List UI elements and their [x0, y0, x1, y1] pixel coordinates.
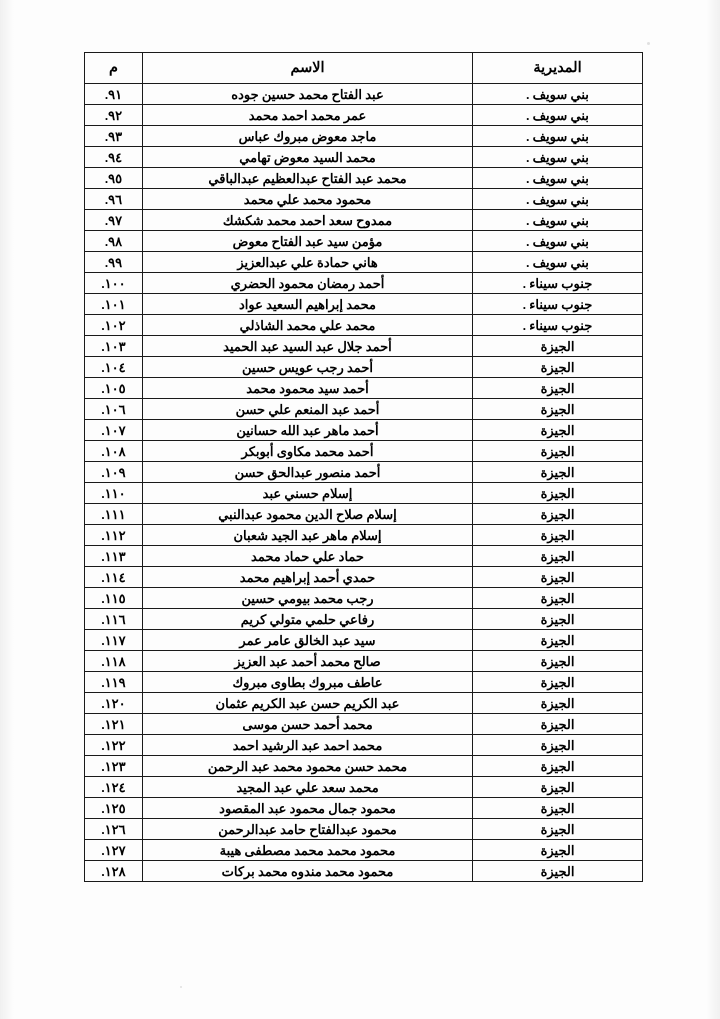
cell-number: ١١٢. [85, 525, 143, 546]
cell-name: إسلام ماهر عبد الجيد شعبان [143, 525, 473, 546]
cell-name: محمود محمد علي محمد [143, 189, 473, 210]
page-edge-shadow-right [706, 0, 720, 1019]
table-row [85, 147, 643, 168]
cell-name: محمد عبد الفتاح عبدالعظيم عبدالباقي [143, 168, 473, 189]
cell-directorate: بني سويف . [473, 126, 643, 147]
cell-number: ٩٧. [85, 210, 143, 231]
cell-directorate: الجيزة [473, 525, 643, 546]
table-row [85, 315, 643, 336]
cell-directorate: بني سويف . [473, 252, 643, 273]
table-row [85, 546, 643, 567]
table-body [85, 84, 643, 882]
cell-directorate: الجيزة [473, 609, 643, 630]
table-row [85, 189, 643, 210]
cell-directorate: بني سويف . [473, 84, 643, 105]
cell-name: أحمد منصور عبدالحق حسن [143, 462, 473, 483]
cell-number: ١١٨. [85, 651, 143, 672]
cell-number: ٩٨. [85, 231, 143, 252]
table-row [85, 126, 643, 147]
table-row [85, 840, 643, 861]
cell-name: رفاعي حلمي متولي كريم [143, 609, 473, 630]
cell-directorate: الجيزة [473, 735, 643, 756]
cell-number: ٩٣. [85, 126, 143, 147]
cell-directorate: بني سويف . [473, 168, 643, 189]
cell-name: مؤمن سيد عبد الفتاح معوض [143, 231, 473, 252]
cell-number: ١١٩. [85, 672, 143, 693]
cell-directorate: الجيزة [473, 588, 643, 609]
cell-number: ١٠٦. [85, 399, 143, 420]
cell-number: ١٢٦. [85, 819, 143, 840]
cell-number: ١٢٧. [85, 840, 143, 861]
table-row [85, 588, 643, 609]
column-header-number: م [85, 53, 143, 84]
cell-name: محمود عبدالفتاح حامد عبدالرحمن [143, 819, 473, 840]
cell-directorate: الجيزة [473, 441, 643, 462]
cell-number: ١٠٠. [85, 273, 143, 294]
cell-name: محمود محمد مندوه محمد بركات [143, 861, 473, 882]
cell-directorate: بني سويف . [473, 147, 643, 168]
cell-directorate: جنوب سيناء . [473, 315, 643, 336]
cell-name: ماجد معوض مبروك عباس [143, 126, 473, 147]
cell-directorate: الجيزة [473, 567, 643, 588]
cell-name: أحمد رجب عويس حسين [143, 357, 473, 378]
table-row [85, 462, 643, 483]
cell-number: ٩٥. [85, 168, 143, 189]
cell-name: حمدي أحمد إبراهيم محمد [143, 567, 473, 588]
cell-directorate: الجيزة [473, 861, 643, 882]
table-row [85, 504, 643, 525]
cell-directorate: الجيزة [473, 378, 643, 399]
cell-directorate: الجيزة [473, 462, 643, 483]
cell-name: أحمد محمد مكاوى أبوبكر [143, 441, 473, 462]
names-table-container [85, 52, 643, 882]
cell-number: ٩٤. [85, 147, 143, 168]
cell-number: ١٠٥. [85, 378, 143, 399]
cell-name: أحمد عبد المنعم علي حسن [143, 399, 473, 420]
cell-directorate: الجيزة [473, 483, 643, 504]
cell-number: ١٠٩. [85, 462, 143, 483]
cell-number: ١٠٤. [85, 357, 143, 378]
cell-name: صالح محمد أحمد عبد العزيز [143, 651, 473, 672]
table-row [85, 399, 643, 420]
table-row [85, 819, 643, 840]
table-row [85, 336, 643, 357]
cell-name: إسلام حسني عبد [143, 483, 473, 504]
cell-number: ١٢٤. [85, 777, 143, 798]
cell-directorate: الجيزة [473, 840, 643, 861]
cell-name: محمود جمال محمود عبد المقصود [143, 798, 473, 819]
cell-number: ١١٧. [85, 630, 143, 651]
cell-number: ١١٣. [85, 546, 143, 567]
cell-name: إسلام صلاح الدين محمود عبدالنبي [143, 504, 473, 525]
cell-name: محمد السيد معوض تهامي [143, 147, 473, 168]
cell-number: ١١١. [85, 504, 143, 525]
cell-name: حماد علي حماد محمد [143, 546, 473, 567]
cell-name: محمد احمد عبد الرشيد احمد [143, 735, 473, 756]
table-row [85, 714, 643, 735]
cell-number: ١٠٢. [85, 315, 143, 336]
cell-name: أحمد رمضان محمود الحضري [143, 273, 473, 294]
cell-number: ١٢٣. [85, 756, 143, 777]
scan-speck [180, 986, 182, 988]
cell-number: ٩٢. [85, 105, 143, 126]
cell-name: أحمد سيد محمود محمد [143, 378, 473, 399]
table-row [85, 84, 643, 105]
table-row [85, 672, 643, 693]
cell-directorate: الجيزة [473, 714, 643, 735]
table-row [85, 651, 643, 672]
table-header [85, 53, 643, 84]
cell-number: ١٢٥. [85, 798, 143, 819]
cell-directorate: الجيزة [473, 693, 643, 714]
table-row [85, 483, 643, 504]
table-row [85, 420, 643, 441]
table-row [85, 609, 643, 630]
cell-name: محمد إبراهيم السعيد عواد [143, 294, 473, 315]
table-row [85, 357, 643, 378]
table-row [85, 861, 643, 882]
cell-name: أحمد ماهر عبد الله حسانين [143, 420, 473, 441]
cell-directorate: الجيزة [473, 777, 643, 798]
cell-name: عاطف مبروك بطاوى مبروك [143, 672, 473, 693]
cell-directorate: الجيزة [473, 504, 643, 525]
cell-directorate: الجيزة [473, 798, 643, 819]
cell-name: محمد سعد علي عبد المجيد [143, 777, 473, 798]
table-row [85, 210, 643, 231]
cell-directorate: الجيزة [473, 336, 643, 357]
cell-directorate: الجيزة [473, 546, 643, 567]
cell-number: ١٢٢. [85, 735, 143, 756]
scan-speck [647, 42, 650, 45]
cell-directorate: جنوب سيناء . [473, 294, 643, 315]
cell-directorate: بني سويف . [473, 210, 643, 231]
cell-number: ١٠٣. [85, 336, 143, 357]
cell-number: ١٢١. [85, 714, 143, 735]
cell-number: ١١٦. [85, 609, 143, 630]
table-row [85, 273, 643, 294]
table-row [85, 777, 643, 798]
names-table [84, 52, 643, 882]
table-row [85, 630, 643, 651]
column-header-directorate: المديرية [473, 53, 643, 84]
table-row [85, 168, 643, 189]
cell-number: ٩١. [85, 84, 143, 105]
cell-number: ١١٤. [85, 567, 143, 588]
cell-name: محمد حسن محمود محمد عبد الرحمن [143, 756, 473, 777]
cell-directorate: بني سويف . [473, 105, 643, 126]
cell-number: ٩٦. [85, 189, 143, 210]
cell-number: ١٢٨. [85, 861, 143, 882]
table-row [85, 567, 643, 588]
cell-number: ١١٥. [85, 588, 143, 609]
cell-directorate: جنوب سيناء . [473, 273, 643, 294]
table-row [85, 735, 643, 756]
cell-directorate: الجيزة [473, 651, 643, 672]
cell-number: ١٠٧. [85, 420, 143, 441]
cell-name: محمد أحمد حسن موسى [143, 714, 473, 735]
table-header-row [85, 53, 643, 84]
cell-name: محمود محمد محمد مصطفى هيبة [143, 840, 473, 861]
table-row [85, 231, 643, 252]
table-row [85, 525, 643, 546]
table-row [85, 798, 643, 819]
table-row [85, 693, 643, 714]
cell-name: عبد الفتاح محمد حسين جوده [143, 84, 473, 105]
cell-name: رجب محمد بيومي حسين [143, 588, 473, 609]
cell-directorate: الجيزة [473, 357, 643, 378]
cell-directorate: بني سويف . [473, 231, 643, 252]
table-row [85, 441, 643, 462]
cell-directorate: الجيزة [473, 630, 643, 651]
cell-number: ١١٠. [85, 483, 143, 504]
page-edge-shadow-left [0, 0, 14, 1019]
cell-name: هاني حمادة علي عبدالعزيز [143, 252, 473, 273]
cell-number: ١٠١. [85, 294, 143, 315]
cell-name: أحمد جلال عبد السيد عبد الحميد [143, 336, 473, 357]
cell-name: سيد عبد الخالق عامر عمر [143, 630, 473, 651]
cell-directorate: الجيزة [473, 819, 643, 840]
cell-directorate: الجيزة [473, 672, 643, 693]
table-row [85, 756, 643, 777]
table-row [85, 252, 643, 273]
cell-name: عمر محمد احمد محمد [143, 105, 473, 126]
cell-name: عبد الكريم حسن عبد الكريم عثمان [143, 693, 473, 714]
cell-number: ١٠٨. [85, 441, 143, 462]
table-row [85, 378, 643, 399]
cell-number: ١٢٠. [85, 693, 143, 714]
cell-directorate: بني سويف . [473, 189, 643, 210]
cell-number: ٩٩. [85, 252, 143, 273]
cell-directorate: الجيزة [473, 420, 643, 441]
cell-directorate: الجيزة [473, 756, 643, 777]
cell-name: ممدوح سعد احمد محمد شكشك [143, 210, 473, 231]
table-row [85, 105, 643, 126]
table-row [85, 294, 643, 315]
column-header-name: الاسم [143, 53, 473, 84]
cell-directorate: الجيزة [473, 399, 643, 420]
cell-name: محمد علي محمد الشاذلي [143, 315, 473, 336]
